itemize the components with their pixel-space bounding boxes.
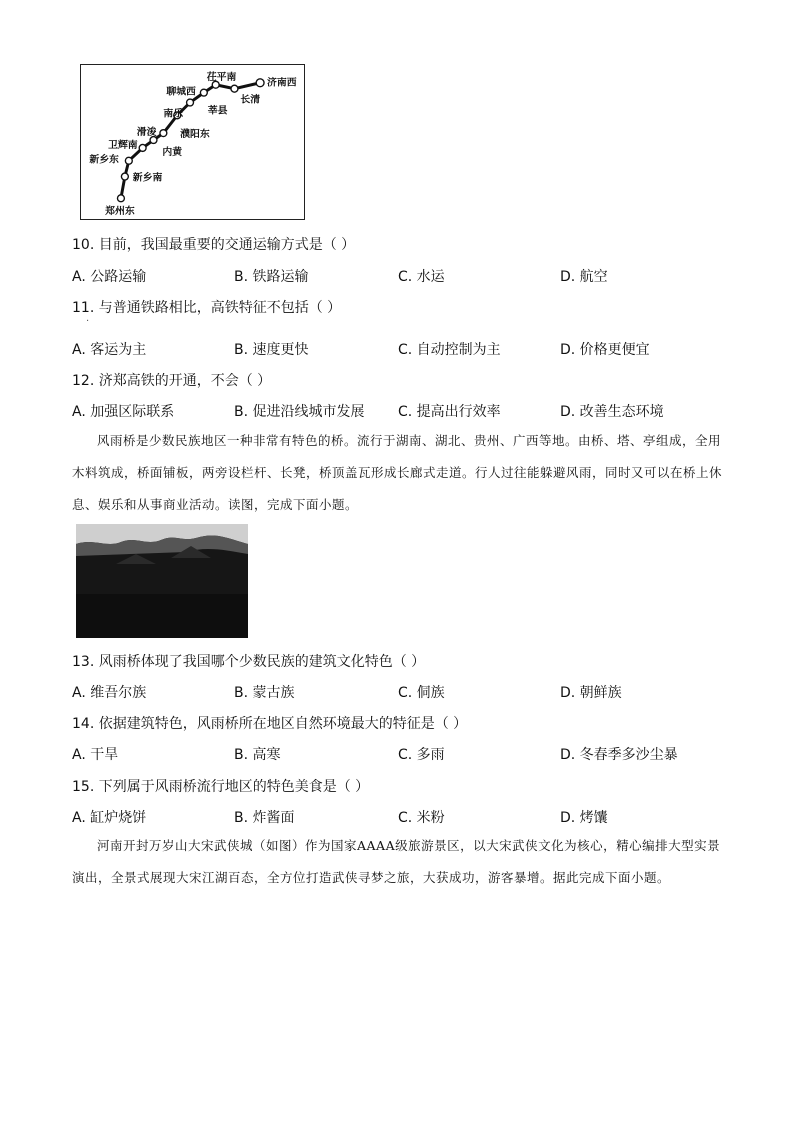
question-14-option-a[interactable]: A. 干旱 <box>72 747 119 763</box>
question-11-option-a[interactable]: A. 客运为主 <box>72 342 147 358</box>
question-15-stem: 15. 下列属于风雨桥流行地区的特色美食是（ ） <box>72 779 370 795</box>
question-13-option-b[interactable]: B. 蒙古族 <box>234 685 295 701</box>
question-11-stem: 11. 与普通铁路相比，高铁特征不包括（ ） <box>72 300 342 316</box>
station-weihuinan-marker <box>139 144 146 151</box>
station-zhengzhoudong-marker <box>117 195 124 202</box>
station-nanle-label: 南乐 <box>163 108 184 120</box>
question-15-option-c[interactable]: C. 米粉 <box>398 810 445 826</box>
station-xinxian-label: 莘县 <box>207 105 228 117</box>
question-12-stem: 12. 济郑高铁的开通，不会（ ） <box>72 373 272 389</box>
question-10-stem: 10. 目前，我国最重要的交通运输方式是（ ） <box>72 237 356 253</box>
fengyu-bridge-photo <box>76 524 248 638</box>
question-14-option-d[interactable]: D. 冬春季多沙尘暴 <box>560 747 678 763</box>
question-11-option-d[interactable]: D. 价格更便宜 <box>560 342 650 358</box>
station-xinxiangdong-marker <box>125 157 132 164</box>
question-12-option-a[interactable]: A. 加强区际联系 <box>72 404 175 420</box>
question-12-option-d[interactable]: D. 改善生态环境 <box>560 404 664 420</box>
station-xinxian-marker <box>200 89 207 96</box>
passage-fengyu-bridge: 风雨桥是少数民族地区一种非常有特色的桥。流行于湖南、湖北、贵州、广西等地。由桥、塔、亭组成，全用木料筑成，桥面铺板，两旁设栏杆、长凳，桥顶盖瓦形成长廊式走道。行人过往能躲避风雨，同时又可以在桥上休息、娱乐和从事商业活动。读图，完成下面小题。 <box>72 433 723 512</box>
passage-song-wuxia-city: 河南开封万岁山大宋武侠城（如图）作为国家AAAA级旅游景区，以大宋武侠文化为核心，精心编排大型实景演出，全景式展现大宋江湖百态，全方位打造武侠寻梦之旅，大获成功，游客暴增。据此完成下面小题。 <box>72 838 721 885</box>
question-12-option-b[interactable]: B. 促进沿线城市发展 <box>234 404 365 420</box>
railway-map-svg <box>81 65 304 219</box>
station-zhengzhoudong-label: 郑州东 <box>105 206 135 218</box>
question-13-stem: 13. 风雨桥体现了我国哪个少数民族的建筑文化特色（ ） <box>72 654 426 670</box>
question-14-stem: 14. 依据建筑特色，风雨桥所在地区自然环境最大的特征是（ ） <box>72 716 468 732</box>
station-puyangdong-label: 濮阳东 <box>180 129 210 141</box>
question-15-option-a[interactable]: A. 缸炉烧饼 <box>72 810 147 826</box>
station-jinanxi-label: 济南西 <box>267 77 297 89</box>
station-jinanxi-marker <box>256 79 264 87</box>
station-xinxiangnan-marker <box>121 173 128 180</box>
station-neihuang-marker <box>160 130 167 137</box>
station-changqing-label: 长清 <box>240 94 261 106</box>
station-chipingnan-marker <box>231 85 238 92</box>
question-11-option-c[interactable]: C. 自动控制为主 <box>398 342 501 358</box>
railway-map <box>80 64 305 220</box>
station-xinxiangnan-label: 新乡南 <box>132 172 163 184</box>
question-14-option-b[interactable]: B. 高寒 <box>234 747 281 763</box>
question-15-option-d[interactable]: D. 烤馕 <box>560 810 608 826</box>
station-xinxiangdong-label: 新乡东 <box>89 154 119 166</box>
fengyu-bridge-photo-svg <box>76 524 248 638</box>
station-liaochengxi-label: 聊城西 <box>166 86 196 98</box>
station-chipingnan-label: 茌平南 <box>206 71 237 83</box>
question-12-option-c[interactable]: C. 提高出行效率 <box>398 404 501 420</box>
question-10-option-b[interactable]: B. 铁路运输 <box>234 269 309 285</box>
station-neihuang-label: 内黄 <box>162 146 183 158</box>
question-15-option-b[interactable]: B. 炸酱面 <box>234 810 295 826</box>
question-10-option-c[interactable]: C. 水运 <box>398 269 445 285</box>
question-10-option-a[interactable]: A. 公路运输 <box>72 269 147 285</box>
stray-mark: · <box>86 316 90 327</box>
question-13-option-d[interactable]: D. 朝鲜族 <box>560 685 622 701</box>
question-11-option-b[interactable]: B. 速度更快 <box>234 342 309 358</box>
question-14-option-c[interactable]: C. 多雨 <box>398 747 445 763</box>
question-13-option-a[interactable]: A. 维吾尔族 <box>72 685 147 701</box>
station-weihuinan-label: 卫辉南 <box>108 139 138 151</box>
question-10-option-d[interactable]: D. 航空 <box>560 269 608 285</box>
station-huaxian-label: 滑浚 <box>136 127 157 139</box>
station-nanle-marker <box>187 99 194 106</box>
question-13-option-c[interactable]: C. 侗族 <box>398 685 445 701</box>
